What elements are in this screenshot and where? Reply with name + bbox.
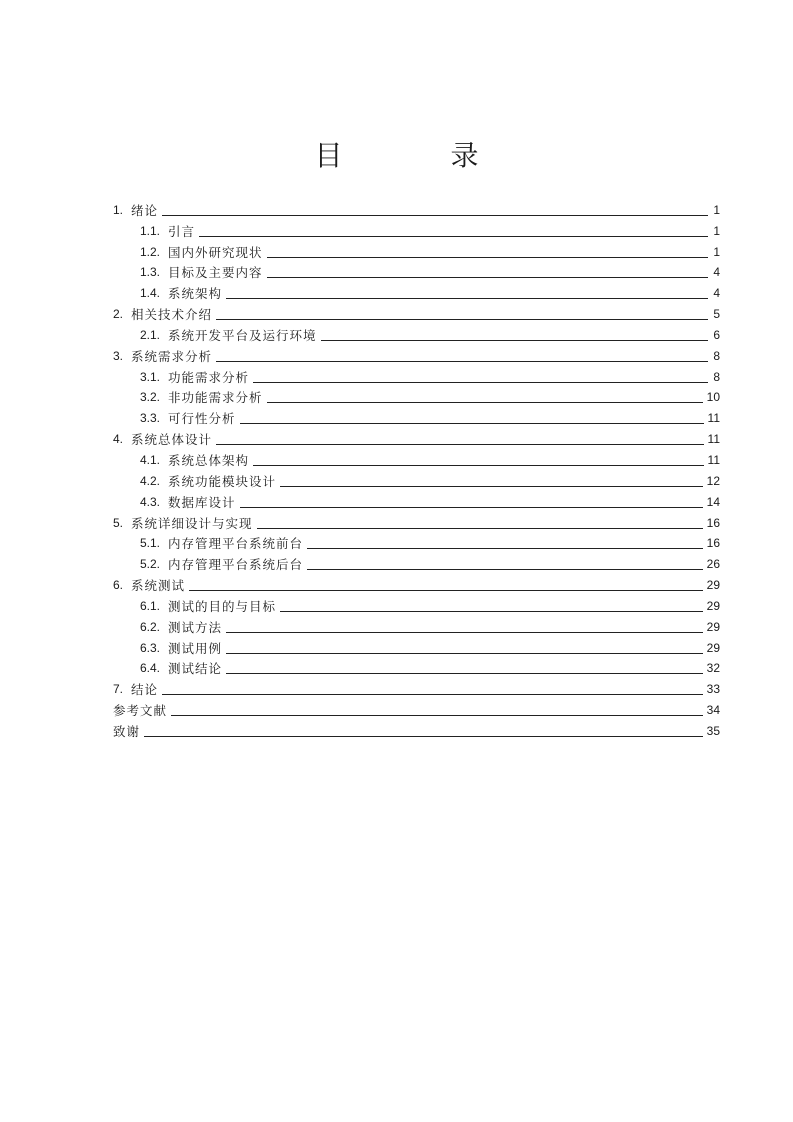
toc-page-number: 1 (713, 244, 720, 259)
toc-leader-line (226, 632, 703, 633)
toc-page-number: 11 (707, 452, 720, 467)
toc-leader-line (189, 590, 703, 591)
toc-entry-number: 6.3. (140, 640, 161, 655)
toc-entry[interactable] (113, 572, 720, 593)
toc-entry-number: 3. (113, 348, 124, 363)
toc-entry-number: 1.4. (140, 286, 161, 301)
toc-entry[interactable] (113, 301, 720, 322)
toc-leader-line (280, 611, 703, 612)
toc-entry[interactable] (113, 551, 720, 572)
toc-page-number: 8 (713, 348, 720, 363)
toc-entry-label: 系统功能模块设计 (168, 473, 277, 489)
toc-entry-label: 内存管理平台系统后台 (168, 557, 304, 573)
toc-entry[interactable] (113, 405, 720, 426)
toc-entry[interactable] (113, 426, 720, 447)
toc-entry-number: 3.3. (140, 411, 161, 426)
toc-page-number: 16 (706, 515, 720, 530)
toc-entry-number: 5.2. (140, 557, 161, 572)
toc-leader-line (226, 653, 703, 654)
toc-page-number: 29 (706, 640, 720, 655)
toc-entry-label: 非功能需求分析 (168, 390, 263, 406)
toc-entry-label: 目标及主要内容 (168, 265, 263, 281)
toc-leader-line (267, 257, 708, 258)
toc-entry[interactable] (113, 510, 720, 531)
toc-entry[interactable] (113, 656, 720, 677)
toc-leader-line (216, 319, 708, 320)
toc-entry-number: 4.3. (140, 494, 161, 509)
toc-leader-line (162, 694, 703, 695)
toc-leader-line (267, 277, 708, 278)
toc-entry[interactable] (113, 489, 720, 510)
toc-entry-label: 测试结论 (168, 661, 223, 677)
toc-page-number: 29 (706, 619, 720, 634)
toc-entry-number: 1.2. (140, 244, 161, 259)
toc-entry-number: 1. (113, 202, 124, 217)
toc-entry-number: 4.1. (140, 452, 161, 467)
toc-leader-line (216, 444, 704, 445)
toc-entry-label: 系统总体设计 (131, 432, 213, 448)
toc-entry[interactable] (113, 531, 720, 552)
toc-entry-label: 系统开发平台及运行环境 (168, 327, 317, 343)
toc-page-number: 12 (706, 473, 720, 488)
toc-leader-line (240, 507, 703, 508)
toc-page-number: 8 (713, 369, 720, 384)
toc-entry-number: 2. (113, 307, 124, 322)
toc-page-number: 32 (706, 661, 720, 676)
toc-page-number: 35 (706, 723, 720, 738)
toc-entry[interactable] (113, 322, 720, 343)
toc-entry-number: 1.1. (140, 223, 161, 238)
toc-entry-number: 5. (113, 515, 124, 530)
toc-leader-line (307, 548, 703, 549)
toc-entry[interactable] (113, 614, 720, 635)
toc-entry[interactable] (113, 260, 720, 281)
toc-entry[interactable] (113, 718, 720, 739)
toc-entry-label: 系统详细设计与实现 (131, 515, 253, 531)
toc-entry[interactable] (113, 676, 720, 697)
toc-entry-label: 引言 (168, 223, 196, 239)
toc-page-number: 29 (706, 598, 720, 613)
toc-entry[interactable] (113, 468, 720, 489)
toc-entry[interactable] (113, 635, 720, 656)
toc-page-number: 4 (713, 286, 720, 301)
toc-leader-line (171, 715, 703, 716)
toc-leader-line (253, 382, 708, 383)
page-title: 目 录 (314, 139, 519, 172)
toc-leader-line (257, 528, 703, 529)
toc-entry-label: 绪论 (131, 202, 159, 218)
toc-leader-line (307, 569, 703, 570)
toc-entry-label: 可行性分析 (168, 411, 236, 427)
toc-entry-number: 4.2. (140, 473, 161, 488)
toc-entry-number: 6. (113, 578, 124, 593)
toc-leader-line (144, 736, 703, 737)
toc-entry-label: 相关技术介绍 (131, 307, 213, 323)
toc-page-number: 29 (706, 578, 720, 593)
toc-entry[interactable] (113, 343, 720, 364)
toc-entry-label: 结论 (131, 682, 159, 698)
toc-page-number: 1 (713, 202, 720, 217)
toc-entry-label: 国内外研究现状 (168, 244, 263, 260)
toc-page-number: 16 (706, 536, 720, 551)
toc-entry[interactable] (113, 593, 720, 614)
toc-leader-line (280, 486, 703, 487)
toc-entry[interactable] (113, 364, 720, 385)
toc-entry-label: 系统总体架构 (168, 452, 250, 468)
toc-leader-line (216, 361, 708, 362)
toc-entry[interactable] (113, 447, 720, 468)
toc-entry-label: 功能需求分析 (168, 369, 250, 385)
toc-entry-label: 测试用例 (168, 640, 223, 656)
toc-entry-number: 2.1. (140, 327, 161, 342)
toc-entry-label: 参考文献 (113, 703, 168, 719)
toc-page-number: 5 (713, 307, 720, 322)
toc-page-number: 6 (713, 327, 720, 342)
toc-leader-line (240, 423, 704, 424)
toc-entry-label: 数据库设计 (168, 494, 236, 510)
toc-entry-number: 1.3. (140, 265, 161, 280)
toc-entry-label: 致谢 (113, 723, 141, 739)
toc-entry[interactable] (113, 385, 720, 406)
toc-entry-number: 7. (113, 682, 124, 697)
toc-leader-line (226, 673, 703, 674)
toc-page-number: 11 (707, 411, 720, 426)
toc-entry-label: 测试方法 (168, 619, 223, 635)
toc-entry[interactable] (113, 218, 720, 239)
toc-entry[interactable] (113, 697, 720, 718)
toc-leader-line (267, 402, 703, 403)
toc-entry[interactable] (113, 197, 720, 218)
toc-leader-line (226, 298, 708, 299)
toc-entry-number: 5.1. (140, 536, 161, 551)
toc-entry-number: 6.1. (140, 598, 161, 613)
toc-leader-line (321, 340, 708, 341)
toc-entry-label: 内存管理平台系统前台 (168, 536, 304, 552)
toc-entry-label: 测试的目的与目标 (168, 598, 277, 614)
toc-entry[interactable] (113, 280, 720, 301)
toc-entry-number: 3.1. (140, 369, 161, 384)
toc-page-number: 33 (706, 682, 720, 697)
toc-page-number: 10 (706, 390, 720, 405)
toc-entry-number: 3.2. (140, 390, 161, 405)
toc-entry-label: 系统测试 (131, 578, 186, 594)
toc-entry-label: 系统需求分析 (131, 348, 213, 364)
toc-page-number: 34 (706, 703, 720, 718)
table-of-contents (113, 197, 720, 739)
toc-page-number: 4 (713, 265, 720, 280)
toc-page-number: 11 (707, 432, 720, 447)
toc-entry-label: 系统架构 (168, 286, 223, 302)
toc-page-number: 14 (706, 494, 720, 509)
toc-leader-line (253, 465, 704, 466)
toc-leader-line (199, 236, 708, 237)
toc-entry-number: 4. (113, 432, 124, 447)
toc-page-number: 1 (713, 223, 720, 238)
toc-entry-number: 6.2. (140, 619, 161, 634)
toc-entry[interactable] (113, 239, 720, 260)
toc-leader-line (162, 215, 708, 216)
toc-page-number: 26 (706, 557, 720, 572)
toc-entry-number: 6.4. (140, 661, 161, 676)
